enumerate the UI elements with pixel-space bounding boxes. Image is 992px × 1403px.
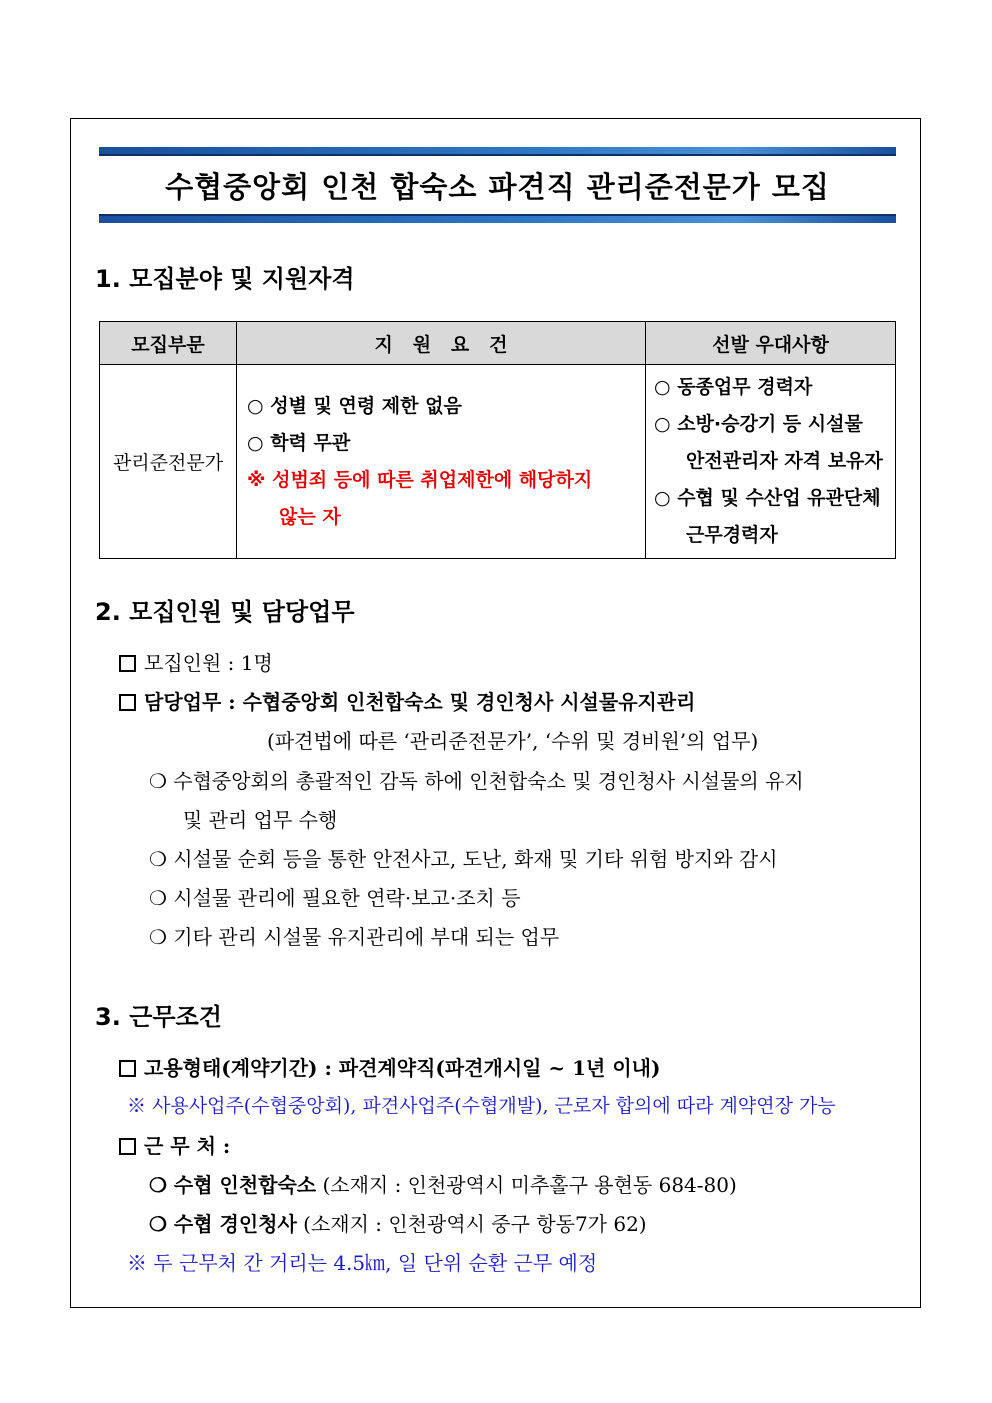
employment-note: ※ 사용사업주(수협중앙회), 파견사업주(수협개발), 근로자 합의에 따라 계약연장 가능 <box>127 1095 836 1117</box>
checkbox-square <box>119 1060 136 1077</box>
section2-heading: 2. 모집인원 및 담당업무 <box>95 598 355 626</box>
duty-item: ❍ 시설물 관리에 필요한 연락·보고·조치 등 <box>149 886 521 910</box>
workplace-item <box>149 1208 647 1237</box>
duty-item: ❍ 시설물 순회 등을 통한 안전사고, 도난, 화재 및 기타 위험 방지와 감시 <box>149 847 778 871</box>
workplace-item <box>149 1169 737 1198</box>
checkbox-square <box>119 655 136 672</box>
headcount-text: 모집인원 : 1명 <box>144 651 273 675</box>
section3-heading: 3. 근무조건 <box>95 1003 222 1031</box>
checkbox-square <box>119 1138 136 1155</box>
notice-line: ※ 성범죄 등에 따른 취업제한에 해당하지 <box>247 468 593 491</box>
header-preferences: 선발 우대사항 <box>646 322 896 365</box>
employment-text: 고용형태(계약기간) : 파견계약직(파견개시일 ~ 1년 이내) <box>144 1056 661 1080</box>
notice-line-cont: 않는 자 <box>279 505 341 528</box>
checkbox-square <box>119 694 136 711</box>
place1-name: ❍ 수협 인천합숙소 <box>149 1173 317 1197</box>
duty-text: 담당업무 : 수협중앙회 인천합숙소 및 경인청사 시설물유지관리 <box>144 690 696 714</box>
duty-item: ❍ 기타 관리 시설물 유지관리에 부대 되는 업무 <box>149 925 560 949</box>
preference-item: ○ 수협 및 수산업 유관단체 <box>654 487 881 509</box>
preference-item-cont: 근무경력자 <box>686 524 778 546</box>
workplace-row <box>119 1130 230 1159</box>
workplace-label: 근 무 처 : <box>144 1134 231 1158</box>
title-bar-bottom <box>99 214 896 223</box>
table-row <box>100 365 896 559</box>
duty-row <box>119 686 695 715</box>
preference-item: ○ 소방·승강기 등 시설물 <box>654 413 863 435</box>
place2-name: ❍ 수협 경인청사 <box>149 1212 297 1236</box>
document-frame <box>70 118 921 1308</box>
employment-row <box>119 1052 660 1081</box>
place2-address: (소재지 : 인천광역시 중구 항동7가 62) <box>296 1212 647 1236</box>
header-field: 모집부문 <box>100 322 237 365</box>
preferences-cell <box>646 365 896 559</box>
page-title: 수협중앙회 인천 합숙소 파견직 관리준전문가 모집 <box>165 170 830 204</box>
title-banner <box>99 147 896 223</box>
header-requirements: 지 원 요 건 <box>237 322 646 365</box>
requirement-item: ○ 성별 및 연령 제한 없음 <box>247 394 462 417</box>
requirements-cell <box>237 365 646 559</box>
title-bar-top <box>99 147 896 156</box>
requirement-item: ○ 학력 무관 <box>247 431 351 454</box>
preference-item-cont: 안전관리자 자격 보유자 <box>686 450 883 472</box>
place1-address: (소재지 : 인천광역시 미추홀구 용현동 684-80) <box>316 1173 737 1197</box>
table-header-row <box>100 322 896 365</box>
headcount-row <box>119 647 273 676</box>
distance-note: ※ 두 근무처 간 거리는 4.5㎞, 일 단위 순환 근무 예정 <box>127 1251 598 1275</box>
duty-item-cont: 및 관리 업무 수행 <box>183 808 338 832</box>
section1-heading: 1. 모집분야 및 지원자격 <box>95 265 355 293</box>
duty-note: (파견법에 따른 ‘관리준전문가’, ‘수위 및 경비원’의 업무) <box>267 729 759 753</box>
duty-item: ❍ 수협중앙회의 총괄적인 감독 하에 인천합숙소 및 경인청사 시설물의 유지 <box>149 769 804 793</box>
requirements-table <box>99 321 896 559</box>
field-cell: 관리준전문가 <box>100 365 237 559</box>
preference-item: ○ 동종업무 경력자 <box>654 376 813 398</box>
